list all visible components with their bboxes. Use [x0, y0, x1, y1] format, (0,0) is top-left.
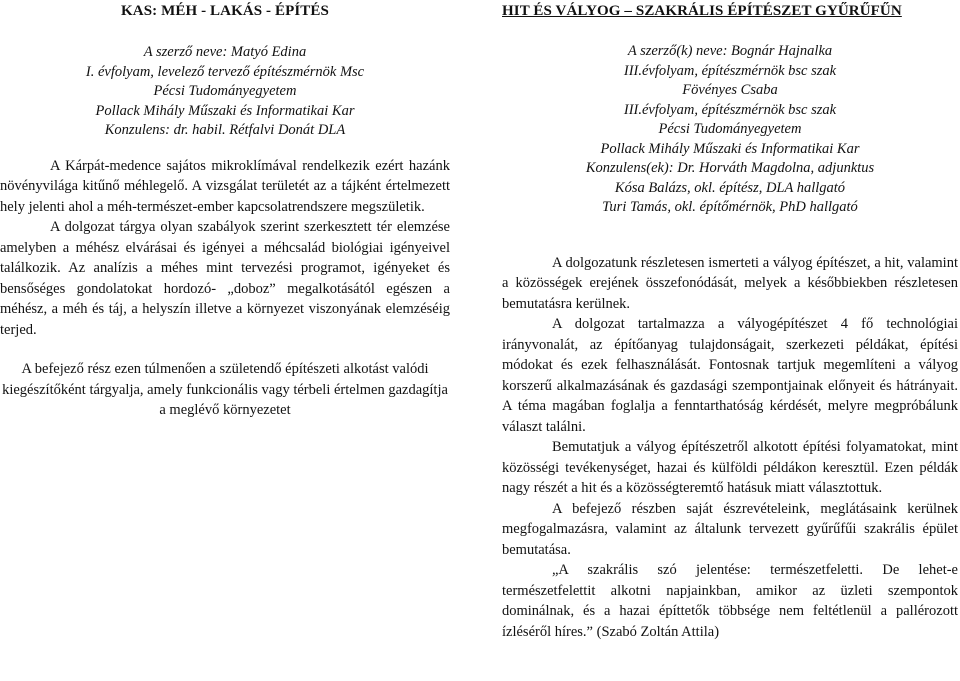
- faculty-line: Pollack Mihály Műszaki és Informatikai Kar: [600, 140, 860, 157]
- consultant-line: Turi Tamás, okl. építőmérnök, PhD hallgató: [602, 199, 858, 215]
- author-line: Fövényes Csaba: [682, 82, 778, 98]
- right-paragraph-2: A dolgozat tartalmazza a vályogépítészet 4 fő technológiai irányvonalát, az építőanyag tulajdonságait, szerkezeti példákat, építési módokat és ezek felhasználását. Fontosnak tartjuk megemlíteni a vályog korszerű alkalmazásának és gazdasági szempontjainak előnyeit és hátrányait. A téma magában foglalja a fenntarthatóság kérdését, melyre megpróbálunk választ találni.: [502, 316, 958, 435]
- right-paragraph-4: A befejező részben saját észrevételeink, meglátásaink kerülnek megfogalmazásra, valamint az általunk tervezett gyűrűfűi szakrális épület bemutatása.: [502, 500, 958, 558]
- program-line: III.évfolyam, építészmérnök bsc szak: [623, 101, 837, 118]
- right-paragraph-5: „A szakrális szó jelentése: természetfeletti. De lehet-e természetfelettit alkotni napjainkban, amikor az üzleti szempontok dominálnak, és a hazai építtetők többsége nem feltétlenül a pallérozott ízléséről híres.” (Szabó Zoltán Attila): [502, 562, 958, 640]
- right-title: HIT ÉS VÁLYOG – SZAKRÁLIS ÉPÍTÉSZET GYŰRŰFŰN: [502, 3, 902, 19]
- right-paragraph-3: Bemutatjuk a vályog építészetről alkotott építési folyamatokat, mint közösségi tevékenységet, hazai és külföldi példákon keresztül. Ezen példák nagy részét a hit és a közösségteremtő hatásuk miatt választottuk.: [502, 439, 958, 496]
- program-line: I. évfolyam, levelező tervező építészmérnök Msc: [85, 63, 365, 80]
- program-line: III.évfolyam, építészmérnök bsc szak: [623, 62, 837, 79]
- faculty-line: Pollack Mihály Műszaki és Informatikai Kar: [95, 102, 355, 119]
- left-paragraph-3: A befejező rész ezen túlmenően a születendő építészeti alkotást valódi kiegészítőként tárgyalja, amely funkcionális vagy térbeli értelmen gazdagítja a meglévő környezetet: [2, 361, 448, 418]
- right-paragraph-1: A dolgozatunk részletesen ismerteti a vályog építészet, a hit, valamint a közösségek erejének összefonódását, melyek a későbbiekben részletesen bemutatásra kerülnek.: [502, 254, 958, 312]
- university-line: Pécsi Tudományegyetem: [658, 121, 802, 137]
- consultant-line: Konzulens(ek): Dr. Horváth Magdolna, adjunktus: [585, 160, 875, 176]
- right-author-block: [502, 42, 958, 218]
- right-column: [502, 0, 958, 642]
- left-author-block: [0, 43, 450, 141]
- left-paragraph-2: A dolgozat tárgya olyan szabályok szerint szerkesztett tér elemzése amelyben a méhész elvárásai és igényei a méhcsalád biológiai igényeivel találkozik. Az analízis a méhes mint tervezési programot, igényeket és bensőséges gondolatokat hordozó- „doboz” megalkotásától egészen a méhész, a méh és táj, a helyszín illetve a környezet viszonyának elemzéséig terjed.: [0, 219, 450, 338]
- author-line: A szerző(k) neve: Bognár Hajnalka: [627, 43, 833, 59]
- author-line: A szerző neve: Matyó Edina: [143, 44, 307, 60]
- consultant-line: Konzulens: dr. habil. Rétfalvi Donát DLA: [104, 122, 346, 138]
- left-column: [0, 0, 450, 421]
- left-paragraph-1: A Kárpát-medence sajátos mikroklímával rendelkezik ezért hazánk növényvilága kitűnő méhlegelő. A vizsgálat területét az a tájként értelmezett hely jelenti ahol a méh-természet-ember kapcsolatrendszere megszületik.: [0, 157, 450, 215]
- university-line: Pécsi Tudományegyetem: [153, 83, 297, 99]
- consultant-line: Kósa Balázs, okl. építész, DLA hallgató: [614, 179, 846, 196]
- left-title: KAS: MÉH - LAKÁS - ÉPÍTÉS: [121, 3, 329, 19]
